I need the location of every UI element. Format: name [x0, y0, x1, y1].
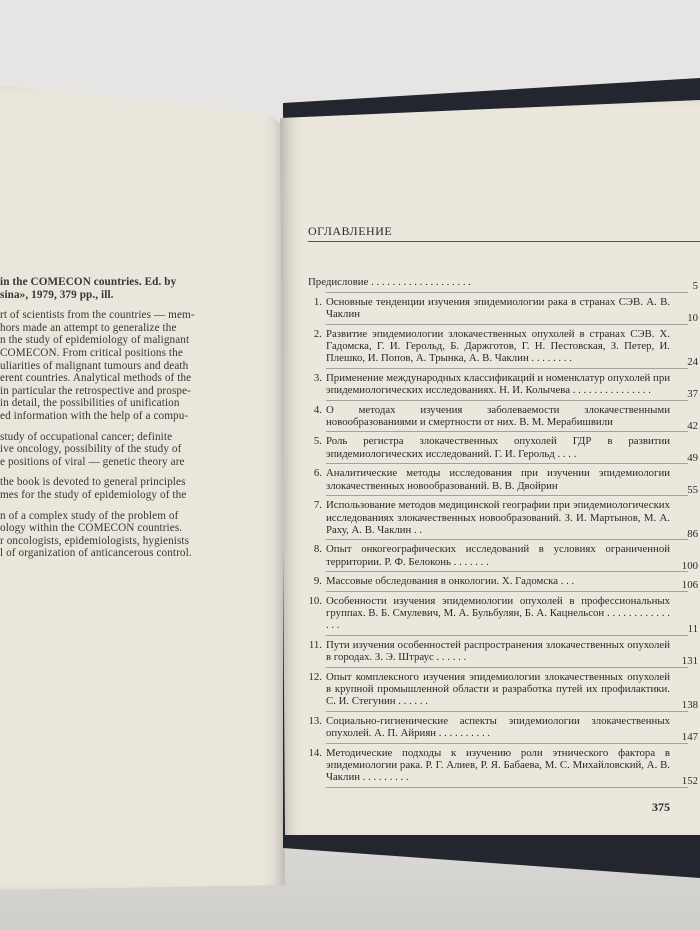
toc-entry-title: Основные тенденции изучения эпидемиологии рака в странах СЭВ. А. В. Чаклин	[326, 295, 670, 321]
toc-entry-page: 100	[681, 559, 698, 572]
toc-title: ОГЛАВЛЕНИЕ	[308, 224, 393, 238]
toc-entry	[308, 715, 700, 744]
toc-entry-divider	[326, 591, 688, 592]
toc-entry-divider	[326, 539, 688, 540]
toc-entry-page: 49	[687, 451, 698, 464]
toc-entry	[308, 404, 700, 433]
summary-line: ed information with the help of a compu-	[0, 409, 189, 422]
page-number: 375	[652, 800, 670, 814]
toc-entry-divider	[326, 368, 688, 369]
toc-entry-divider	[326, 571, 688, 572]
toc-entry-number: 6.	[313, 467, 322, 480]
summary-line: rt of scientists from the countries — mem-	[0, 309, 195, 322]
summary-line: ology within the COMECON countries.	[0, 522, 183, 535]
toc-entry-page: 147	[681, 731, 698, 744]
toc-title-rule	[308, 241, 700, 242]
toc-entry-title: Особенности изучения эпидемиологии опухолей в профессиональных группах. В. Б. Смулевич, М. А. Бульбулян, Б. А. Кацнельсон . . . . . . . . . . . . . . .	[326, 594, 670, 632]
toc-entry-divider	[326, 495, 688, 496]
toc-entry	[308, 671, 700, 712]
summary-line: sina», 1979, 379 pp., ill.	[0, 288, 114, 301]
toc-entry-number: 3.	[313, 371, 322, 384]
toc-entry-divider	[326, 711, 688, 712]
toc-entry-page: 11	[687, 623, 698, 636]
toc-entry-page: 138	[681, 699, 698, 712]
toc-entry	[308, 639, 700, 668]
toc-entry-title: Опыт онкогеографических исследований в условиях ограниченной территории. Р. Ф. Белоконь . . . . . . .	[326, 543, 670, 568]
summary-line: COMECON. From critical positions the	[0, 346, 183, 359]
toc-entry-preface	[308, 276, 700, 292]
toc-entry-divider	[326, 463, 688, 464]
toc-entry-page: 86	[687, 527, 698, 540]
summary-line: in the COMECON countries. Ed. by	[0, 276, 177, 288]
summary-line: uliarities of malignant tumours and death	[0, 359, 189, 372]
toc-entry-page: 131	[681, 655, 698, 668]
toc-entry-number: 8.	[313, 543, 322, 556]
toc-entry-page: 42	[687, 420, 698, 433]
toc-entry-number: 1.	[313, 295, 322, 308]
toc-entry-page: 55	[687, 483, 698, 496]
toc-entry-number: 5.	[313, 435, 322, 448]
toc-entry	[308, 543, 700, 572]
toc-entry-number: 4.	[313, 403, 322, 416]
toc-entry	[308, 328, 700, 369]
summary-line: e positions of viral — genetic theory are	[0, 455, 185, 468]
toc-entry-divider	[326, 292, 688, 293]
toc-entry-number: 14.	[308, 746, 322, 759]
summary-line: study of occupational cancer; definite	[0, 430, 173, 443]
toc-entry-page: 24	[687, 356, 698, 369]
toc-entry	[308, 296, 700, 325]
toc-entry	[308, 499, 700, 540]
toc-entry-number: 7.	[313, 499, 322, 512]
toc-entry	[308, 747, 700, 788]
toc-entry	[308, 575, 700, 591]
toc-entries	[308, 276, 700, 787]
toc-entry-page: 37	[687, 388, 698, 401]
summary-line	[0, 468, 245, 476]
toc-entry-title: Аналитические методы исследования при изучении эпидемиологии злокачественных новообразований. В. В. Двойрин	[326, 467, 670, 492]
summary-line: hors made an attempt to generalize the	[0, 321, 177, 334]
summary-line: in detail, the possibilities of unification	[0, 397, 180, 410]
toc-entry-title: Предисловие . . . . . . . . . . . . . . . . . . .	[308, 276, 471, 289]
toc-entry-page: 106	[681, 579, 698, 592]
toc-entry-number: 11.	[308, 638, 322, 651]
toc-entry-number: 2.	[313, 327, 322, 340]
toc-entry-divider	[326, 787, 688, 788]
toc-entry	[308, 372, 700, 401]
toc-entry-divider	[326, 635, 688, 636]
toc-entry-number: 10.	[308, 594, 322, 607]
summary-line: r oncologists, epidemiologists, hygienists	[0, 534, 190, 547]
toc-entry-title: Массовые обследования в онкологии. Х. Гадомска . . .	[326, 575, 575, 588]
summary-line: l of organization of anticancerous control.	[0, 547, 192, 560]
toc-entry	[308, 595, 700, 636]
toc-entry	[308, 435, 700, 464]
toc-entry-title: Опыт комплексного изучения эпидемиологии злокачественных опухолей в крупной промышленной области и разработка путей их профилактики. С. И. Стегунин . . . . . .	[326, 670, 670, 708]
toc-entry-page: 10	[687, 312, 698, 325]
toc-entry-divider	[326, 743, 688, 744]
toc-entry-divider	[326, 431, 688, 432]
summary-line: the book is devoted to general principles	[0, 476, 186, 489]
toc-entry-title: Развитие эпидемиологии злокачественных опухолей в странах СЭВ. Х. Гадомска, Г. И. Герольд, Б. Даржготов, Г. Н. Пестовская, З. Петер, И. Плешко, И. Попов, А. Трынка, А. В. Чаклин . . . . . . . .	[326, 327, 670, 365]
toc-entry-number: 9.	[313, 575, 322, 588]
toc-entry-title: О методах изучения заболеваемости злокачественными новообразованиями и смертности от них. В. М. Мерабишвили	[326, 403, 670, 429]
summary-line: n of a complex study of the problem of	[0, 509, 179, 522]
toc-entry-title: Социально-гигиенические аспекты эпидемиологии злокачественных опухолей. А. П. Айриян . . . . . . . . . .	[326, 714, 670, 740]
summary-line: ive oncology, possibility of the study of	[0, 443, 182, 456]
toc-entry-divider	[326, 324, 688, 325]
toc-entry-title: Применение международных классификаций и номенклатур опухолей при эпидемиологических исследованиях. Н. И. Колычева . . . . . . . . . . . . . . .	[326, 371, 670, 397]
summary-line	[0, 502, 245, 510]
toc-entry-number: 12.	[308, 670, 322, 683]
toc-entry-divider	[326, 400, 688, 401]
summary-line	[0, 301, 245, 309]
toc-entry-title: Методические подходы к изучению роли этнического фактора в эпидемиологии рака. Р. Г. Алиев, Р. Я. Бабаева, М. С. Михайловский, А. В. Чаклин . . . . . . . . .	[326, 746, 670, 784]
summary-line: n the study of epidemiology of malignant	[0, 334, 190, 347]
table-of-contents	[308, 225, 700, 791]
summary-line: mes for the study of epidemiology of the	[0, 488, 187, 501]
english-summary-text	[0, 276, 245, 560]
toc-entry-page: 5	[692, 280, 698, 293]
toc-entry-number: 13.	[308, 714, 322, 727]
toc-entry-divider	[326, 667, 688, 668]
summary-line: in particular the retrospective and prospe-	[0, 384, 191, 397]
summary-line: erent countries. Analytical methods of the	[0, 372, 192, 385]
toc-entry-title: Пути изучения особенностей распространения злокачественных опухолей в городах. З. Э. Штраус . . . . . .	[326, 638, 670, 664]
toc-entry-page: 152	[681, 775, 698, 788]
toc-entry-title: Использование методов медицинской географии при эпидемиологических исследованиях злокачественных новообразований. З. И. Мартынов, М. А. Раху, А. В. Чаклин . .	[326, 499, 670, 536]
toc-entry	[308, 467, 700, 496]
summary-line	[0, 423, 245, 431]
toc-entry-title: Роль регистра злокачественных опухолей ГДР в развитии эпидемиологических исследований. Г. И. Герольд . . . .	[326, 435, 670, 460]
